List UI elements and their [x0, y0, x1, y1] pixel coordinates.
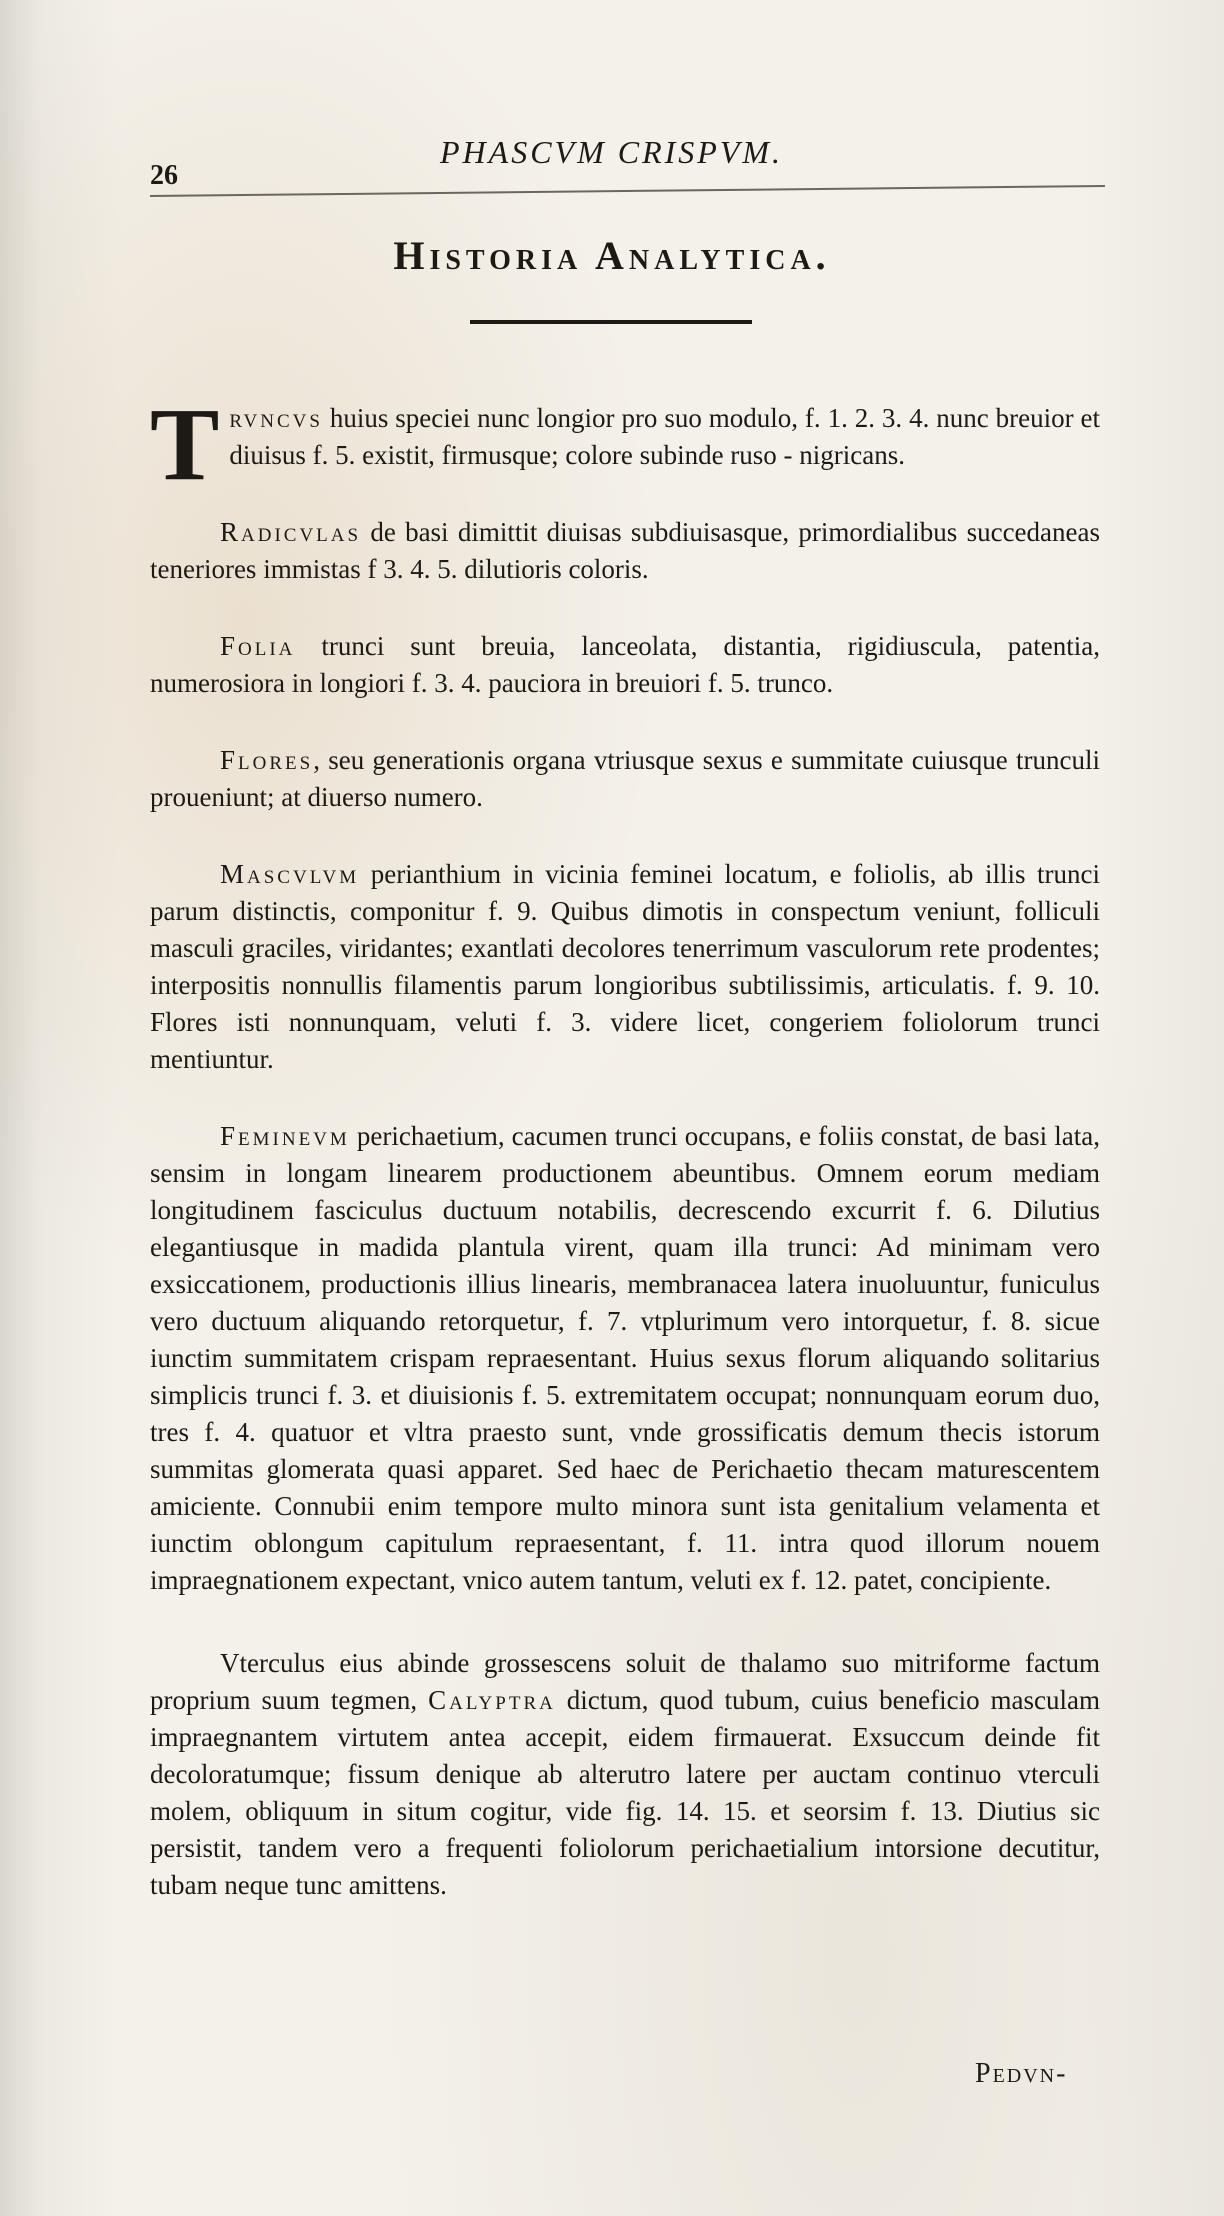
- paragraph-lead-word: Radicvlas: [220, 517, 362, 547]
- paragraph-lead-word: Flores: [220, 745, 314, 775]
- paragraph-masculum: [150, 856, 1100, 1078]
- paragraph-lead-word: rvncvs: [229, 403, 323, 433]
- body-text: [150, 387, 1100, 1944]
- paragraph-lead-word: Feminevm: [220, 1121, 350, 1151]
- paragraph-text: , seu generationis organa vtriusque sexus e summitate cuiusque trunculi proueniunt; at diuerso numero.: [150, 745, 1100, 812]
- paragraph-text: Vterculus eius abinde grossescens soluit de thalamo suo mitriforme factum proprium suum tegmen,: [150, 1648, 1100, 1715]
- paragraph-truncus: [150, 387, 1100, 502]
- drop-capital: T: [150, 387, 220, 502]
- paragraph-vterculus: [150, 1645, 1100, 1904]
- paragraph-text: dictum, quod tubum, cuius beneficio masculam impraegnantem virtutem antea accepit, eidem firmauerat. Exsuccum deinde fit decoloratumque; fissum denique ab alterutro latere per auctam continuo vterculi molem, obliquum in situm cogitur, vide fig. 14. 15. et seorsim f. 13. Diutius sic persistit, tandem vero a frequenti foliolorum perichaetialium intorsione decutitur, tubam neque tunc amittens.: [150, 1685, 1100, 1900]
- paragraph-text: huius speciei nunc longior pro suo modulo, f. 1. 2. 3. 4. nunc breuior et diuisus f. 5. existit, firmusque; colore subinde ruso - nigricans.: [229, 403, 1100, 470]
- running-title: PHASCVM CRISPVM.: [440, 134, 784, 170]
- paragraph-lead-word: Folia: [220, 631, 296, 661]
- catchword: Pedvn-: [975, 2058, 1068, 2089]
- section-heading: Historia Analytica.: [393, 233, 831, 278]
- header-rule: [150, 185, 1105, 197]
- paragraph-text: perianthium in vicinia feminei locatum, e foliolis, ab illis trunci parum distinctis, componitur f. 9. Quibus dimotis in conspectum veniunt, folliculi masculi graciles, viridantes; exantlati decolores tenerrimum vasculorum rete prodentes; interpositis nonnullis filamentis parum longioribus subtilissimis, articulatis. f. 9. 10. Flores isti nonnunquam, veluti f. 3. videre licet, congeriem foliolorum trunci mentiuntur.: [150, 859, 1100, 1074]
- paragraph-radiculas: [150, 514, 1100, 588]
- paragraph-folia: [150, 628, 1100, 702]
- heading-rule: [470, 320, 752, 324]
- paragraph-text: trunci sunt breuia, lanceolata, distantia, rigidiuscula, patentia, numerosiora in longiori f. 3. 4. pauciora in breuiori f. 5. trunco.: [150, 631, 1100, 698]
- paragraph-text: perichaetium, cacumen trunci occupans, e foliis constat, de basi lata, sensim in longam linearem productionem abeuntibus. Omnem eorum mediam longitudinem fasciculus ductuum notabilis, decrescendo excurrit f. 6. Dilutius elegantiusque in madida plantula virent, quam illa trunci: Ad minimam vero exsiccationem, productionis illius linearis, membranacea latera inuoluuntur, funiculus vero ductuum aliquando retorquetur, f. 7. vtplurimum vero intorquetur, f. 8. sicue iunctim summitatem crispam repraesentant. Huius sexus florum aliquando solitarius simplicis trunci f. 3. et diuisionis f. 5. extremitatem occupat; nonnunquam eorum duo, tres f. 4. quatuor et vltra praesto sunt, vnde grossificatis demum thecis istorum summitas glomerata quasi apparet. Sed haec de Perichaetio thecam maturescentem amiciente. Connubii enim tempore multo minora sunt ista genitalium velamenta et iunctim oblongum capitulum repraesentant, f. 11. intra quod illorum nouem impraegnationem expectant, vnico autem tantum, veluti ex f. 12. patet, concipiente.: [150, 1121, 1100, 1595]
- paragraph-lead-word: Mascvlvm: [220, 859, 360, 889]
- paragraph-flores: [150, 742, 1100, 816]
- paragraph-femineum: [150, 1118, 1100, 1599]
- running-head: [150, 128, 1100, 191]
- paragraph-lead-word: Calyptra: [428, 1685, 556, 1715]
- paragraph-text: de basi dimittit diuisas subdiuisasque, primordialibus succedaneas teneriores immistas f 3. 4. 5. dilutioris coloris.: [150, 517, 1100, 584]
- page-number: 26: [150, 160, 178, 191]
